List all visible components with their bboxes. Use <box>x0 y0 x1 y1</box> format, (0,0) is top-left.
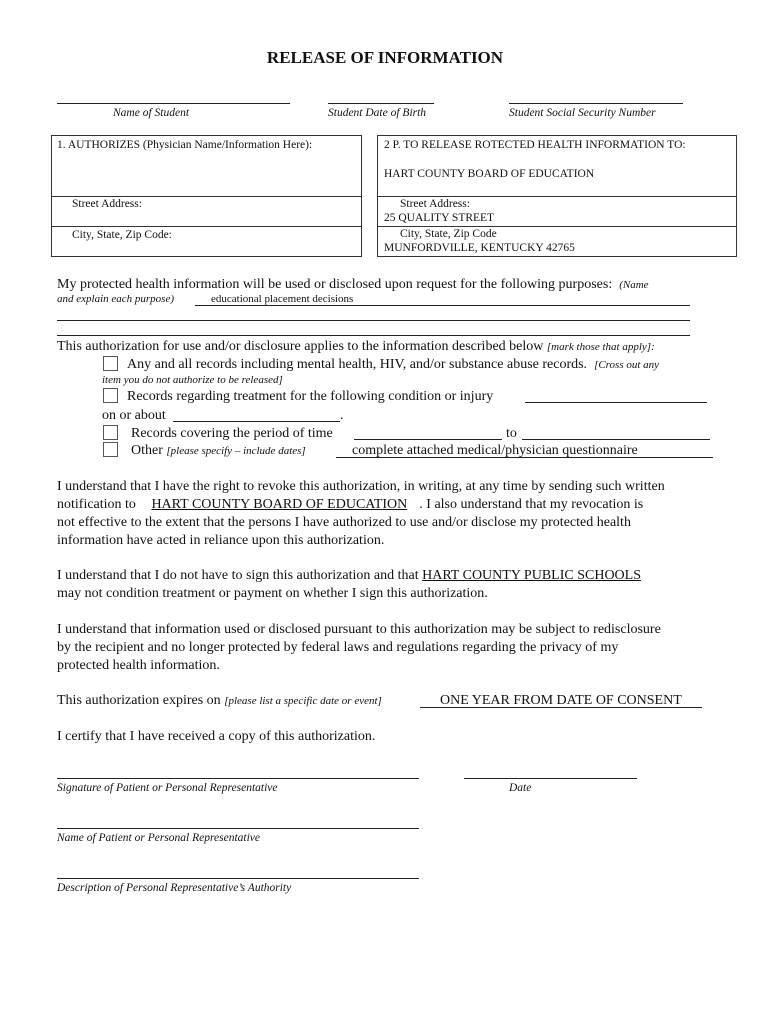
purpose-line <box>57 293 174 305</box>
street-address-right-value: 25 QUALITY STREET <box>384 212 495 224</box>
student-dob-field[interactable] <box>328 103 434 104</box>
option-all-records-checkbox[interactable] <box>103 356 118 371</box>
student-ssn-label: Student Social Security Number <box>509 107 656 119</box>
period-dot: . <box>340 408 344 423</box>
authorizes-label: 1. AUTHORIZES (Physician Name/Information Here): <box>57 139 313 151</box>
option-all-records: Any and all records including mental health, HIV, and/or substance abuse records. [Cross out any <box>127 357 660 372</box>
redisclose-line-2: by the recipient and no longer protected by federal laws and regulations regarding the privacy of my <box>57 640 619 655</box>
purpose-extra-line-1[interactable] <box>57 320 690 321</box>
option-condition-checkbox[interactable] <box>103 388 118 403</box>
city-right-label: City, State, Zip Code <box>400 228 497 240</box>
city-left-label: City, State, Zip Code: <box>72 229 172 241</box>
expires-hint: [please list a specific date or event] <box>224 695 382 707</box>
date-field[interactable] <box>464 778 637 779</box>
option-period-checkbox[interactable] <box>103 425 118 440</box>
condition-date-field[interactable] <box>173 421 340 422</box>
redisclose-line-1: I understand that information used or disclosed pursuant to this authorization may be subject to redisclosure <box>57 622 661 637</box>
revoke-line-1: I understand that I have the right to revoke this authorization, in writing, at any time by sending such written <box>57 479 665 494</box>
nosign-entity: HART COUNTY PUBLIC SCHOOLS <box>422 568 642 583</box>
street-address-right-label: Street Address: <box>400 198 470 210</box>
student-name-field[interactable] <box>57 103 290 104</box>
nosign-line-2: may not condition treatment or payment on whether I sign this authorization. <box>57 586 488 601</box>
period-to-label: to <box>506 426 517 441</box>
option-other-hint: [please specify – include dates] <box>166 445 306 457</box>
purpose-field[interactable] <box>195 293 690 306</box>
authority-label: Description of Personal Representative’s Authority <box>57 882 292 894</box>
option-period: Records covering the period of time <box>131 426 333 441</box>
revoke-line-2: notification to HART COUNTY BOARD OF EDUCATION . I also understand that my revocation is <box>57 497 644 512</box>
purpose-hint: (Name <box>619 279 649 291</box>
revoke-line-4: information have acted in reliance upon this authorization. <box>57 533 385 548</box>
signature-label: Signature of Patient or Personal Representative <box>57 782 278 794</box>
revoke-recipient: HART COUNTY BOARD OF EDUCATION <box>151 497 408 512</box>
nosign-line-1: I understand that I do not have to sign this authorization and that HART COUNTY PUBLIC SCHOOLS <box>57 568 642 583</box>
city-right-value: MUNFORDVILLE, KENTUCKY 42765 <box>384 242 575 254</box>
option-other-value: complete attached medical/physician questionnaire <box>352 443 638 458</box>
other-field[interactable] <box>336 442 713 458</box>
student-dob-label: Student Date of Birth <box>328 107 427 119</box>
representative-name-field[interactable] <box>57 828 419 829</box>
release-to-name: HART COUNTY BOARD OF EDUCATION <box>384 168 595 180</box>
revoke-line-3: not effective to the extent that the persons I have authorized to use and/or disclose my protected health <box>57 515 631 530</box>
purpose-value: educational placement decisions <box>211 293 354 305</box>
expires-value: ONE YEAR FROM DATE OF CONSENT <box>440 693 682 708</box>
applies-text: This authorization for use and/or disclosure applies to the information described below [mark those that apply]: <box>57 339 655 354</box>
option-other-checkbox[interactable] <box>103 442 118 457</box>
purpose-text: My protected health information will be used or disclosed upon request for the following purposes: (Name <box>57 277 649 292</box>
signature-field[interactable] <box>57 778 419 779</box>
representative-name-label: Name of Patient or Personal Representative <box>57 832 261 844</box>
purpose-extra-line-2[interactable] <box>57 335 690 336</box>
date-label: Date <box>509 782 532 794</box>
period-from-field[interactable] <box>354 439 502 440</box>
applies-hint: [mark those that apply]: <box>546 341 655 353</box>
student-name-label: Name of Student <box>113 107 190 119</box>
expires-field[interactable] <box>420 692 702 708</box>
expires-text: This authorization expires on [please list a specific date or event] <box>57 693 382 708</box>
option-other: Other [please specify – include dates] <box>131 443 306 458</box>
street-address-left-label: Street Address: <box>72 198 142 210</box>
redisclose-line-3: protected health information. <box>57 658 220 673</box>
option-condition-date: on or about <box>102 408 166 423</box>
certify-text: I certify that I have received a copy of this authorization. <box>57 729 376 744</box>
option-condition: Records regarding treatment for the following condition or injury <box>127 389 494 404</box>
condition-field[interactable] <box>525 402 707 403</box>
authority-field[interactable] <box>57 878 419 879</box>
period-to-field[interactable] <box>522 439 710 440</box>
option-all-records-hint: item you do not authorize to be released] <box>102 374 283 386</box>
release-to-label: 2 P. TO RELEASE ROTECTED HEALTH INFORMATION TO: <box>384 139 686 151</box>
student-ssn-field[interactable] <box>509 103 683 104</box>
document-title: RELEASE OF INFORMATION <box>266 48 504 67</box>
purpose-hint-2: and explain each purpose) <box>57 293 174 305</box>
